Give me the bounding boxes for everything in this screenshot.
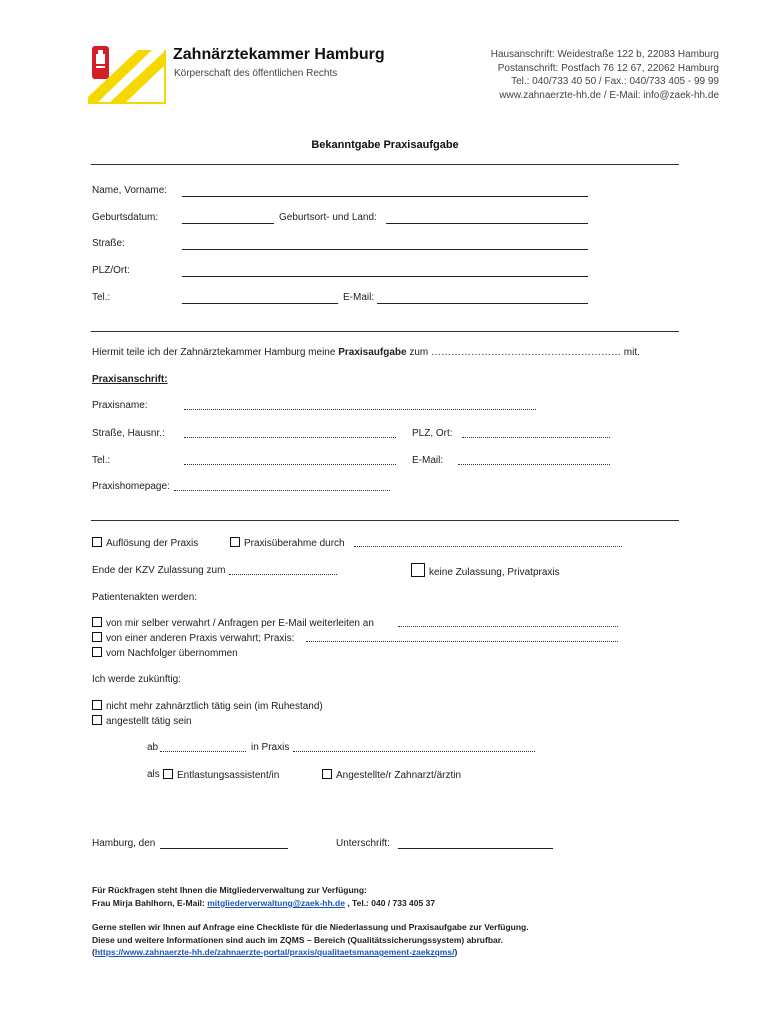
footer-line-3: Gerne stellen wir Ihnen auf Anfrage eine Checkliste für die Niederlassung und Praxisaufgabe zur Verfügung. (92, 922, 529, 932)
records-option-2[interactable] (92, 632, 294, 644)
from-date-field[interactable] (160, 751, 246, 752)
records-practice-field[interactable] (306, 641, 618, 642)
email-label: E-Mail: (343, 292, 375, 303)
option-dissolution[interactable] (92, 537, 198, 549)
future-option-2[interactable] (92, 715, 192, 727)
notice-text (92, 347, 640, 358)
birthplace-label: Geburtsort- und Land: (279, 212, 377, 223)
records-heading: Patientenakten werden: (92, 592, 198, 603)
notice-middle: zum (406, 347, 432, 358)
birthdate-field[interactable] (182, 223, 274, 224)
checkbox[interactable] (92, 537, 102, 547)
footer-paren-close: ) (454, 947, 458, 957)
option-takeover[interactable] (230, 537, 345, 549)
checkbox[interactable] (92, 647, 102, 657)
checkbox[interactable] (92, 617, 102, 627)
option-dissolution-label: Auflösung der Praxis (106, 538, 199, 549)
records-option-3[interactable] (92, 647, 238, 659)
in-practice-field[interactable] (293, 751, 535, 752)
logo (88, 42, 166, 104)
option-no-license[interactable] (411, 563, 560, 578)
option-assistant[interactable] (163, 769, 279, 781)
footer-contact: Frau Mirja Bahlhorn, E-Mail: (92, 898, 208, 908)
place-date-field[interactable] (160, 848, 288, 849)
tel-label: Tel.: (92, 292, 111, 303)
footer-line-5 (92, 947, 457, 957)
checkbox[interactable] (92, 715, 102, 725)
option-employee-label: Angestellte/r Zahnarzt/ärztin (336, 770, 462, 781)
logo-graphic (88, 42, 166, 104)
checkbox[interactable] (92, 632, 102, 642)
page-title: Bekanntgabe Praxisaufgabe (311, 139, 459, 151)
header-postal: Postanschrift: Postfach 76 12 67, 22062 Hamburg (497, 63, 719, 74)
kzv-date-field[interactable] (229, 574, 337, 575)
tel-field[interactable] (182, 303, 338, 304)
header-address: Hausanschrift: Weidestraße 122 b, 22083 Hamburg (490, 49, 719, 60)
practice-tel-label: Tel.: (92, 455, 111, 466)
practice-street-field[interactable] (184, 437, 396, 438)
practice-homepage-field[interactable] (174, 490, 390, 491)
practice-tel-field[interactable] (184, 464, 396, 465)
footer-line-1: Für Rückfragen steht Ihnen die Mitgliederverwaltung zur Verfügung: (92, 885, 367, 895)
notice-suffix: mit. (621, 347, 640, 358)
future-heading: Ich werde zukünftig: (92, 674, 181, 685)
option-employee[interactable] (322, 769, 461, 781)
practice-name-field[interactable] (184, 409, 536, 410)
street-label: Straße: (92, 238, 125, 249)
practice-email-label: E-Mail: (412, 455, 444, 466)
option-takeover-label: Praxisüberahme durch (244, 538, 345, 549)
records-email-field[interactable] (398, 626, 618, 627)
checkbox[interactable] (163, 769, 173, 779)
future-option-1-label: nicht mehr zahnärztlich tätig sein (im Ruhestand) (106, 701, 323, 712)
notice-date-field[interactable]: ………………………………………………… (431, 347, 622, 358)
birthplace-field[interactable] (386, 223, 588, 224)
footer-paren-open: ( (92, 947, 95, 957)
checkbox[interactable] (411, 563, 425, 577)
email-field[interactable] (377, 303, 588, 304)
as-label: als (147, 769, 160, 780)
practice-plz-label: PLZ, Ort: (412, 428, 453, 439)
plz-field[interactable] (182, 276, 588, 277)
divider (91, 331, 679, 332)
org-subtitle: Körperschaft des öffentlichen Rechts (174, 68, 338, 79)
signature-field[interactable] (398, 848, 553, 849)
practice-heading: Praxisanschrift: (92, 374, 168, 385)
place-date-label: Hamburg, den (92, 838, 156, 849)
in-practice-label: in Praxis (251, 742, 290, 753)
footer-phone: , Tel.: 040 / 733 405 37 (344, 898, 436, 908)
plz-label: PLZ/Ort: (92, 265, 130, 276)
street-field[interactable] (182, 249, 588, 250)
option-assistant-label: Entlastungsassistent/in (177, 770, 280, 781)
footer-email-link[interactable]: mitgliederverwaltung@zaek-hh.de (207, 898, 345, 908)
records-option-2-label: von einer anderen Praxis verwahrt; Praxis: (106, 633, 295, 644)
name-label: Name, Vorname: (92, 185, 168, 196)
practice-homepage-label: Praxishomepage: (92, 481, 170, 492)
divider (91, 520, 679, 521)
practice-name-label: Praxisname: (92, 400, 148, 411)
notice-prefix: Hiermit teile ich der Zahnärztekammer Hamburg meine (92, 347, 339, 358)
records-option-1[interactable] (92, 617, 374, 629)
name-field[interactable] (182, 196, 588, 197)
notice-bold: Praxisaufgabe (338, 347, 407, 358)
footer-zqms-link[interactable]: https://www.zahnaerzte-hh.de/zahnaerzte-portal/praxis/qualitaetsmanagement-zaekzqms/ (94, 947, 455, 957)
footer-line-2 (92, 898, 435, 908)
practice-street-label: Straße, Hausnr.: (92, 428, 165, 439)
org-name: Zahnärztekammer Hamburg (173, 46, 385, 63)
records-option-3-label: vom Nachfolger übernommen (106, 648, 238, 659)
checkbox[interactable] (92, 700, 102, 710)
records-option-1-label: von mir selber verwahrt / Anfragen per E-Mail weiterleiten an (106, 618, 374, 629)
from-label: ab (147, 742, 159, 753)
kzv-label: Ende der KZV Zulassung zum (92, 565, 226, 576)
practice-plz-field[interactable] (462, 437, 610, 438)
future-option-1[interactable] (92, 700, 323, 712)
signature-label: Unterschrift: (336, 838, 390, 849)
practice-email-field[interactable] (458, 464, 610, 465)
footer-line-4: Diese und weitere Informationen sind auch im ZQMS – Bereich (Qualitätssicherungssystem) abrufbar. (92, 935, 503, 945)
birthdate-label: Geburtsdatum: (92, 212, 159, 223)
checkbox[interactable] (322, 769, 332, 779)
header-web: www.zahnaerzte-hh.de / E-Mail: info@zaek-hh.de (499, 90, 719, 101)
header-phone: Tel.: 040/733 40 50 / Fax.: 040/733 405 - 99 99 (511, 76, 719, 87)
option-no-license-label: keine Zulassung, Privatpraxis (429, 567, 560, 578)
checkbox[interactable] (230, 537, 240, 547)
divider (91, 164, 679, 165)
future-option-2-label: angestellt tätig sein (106, 716, 192, 727)
takeover-field[interactable] (354, 546, 622, 547)
